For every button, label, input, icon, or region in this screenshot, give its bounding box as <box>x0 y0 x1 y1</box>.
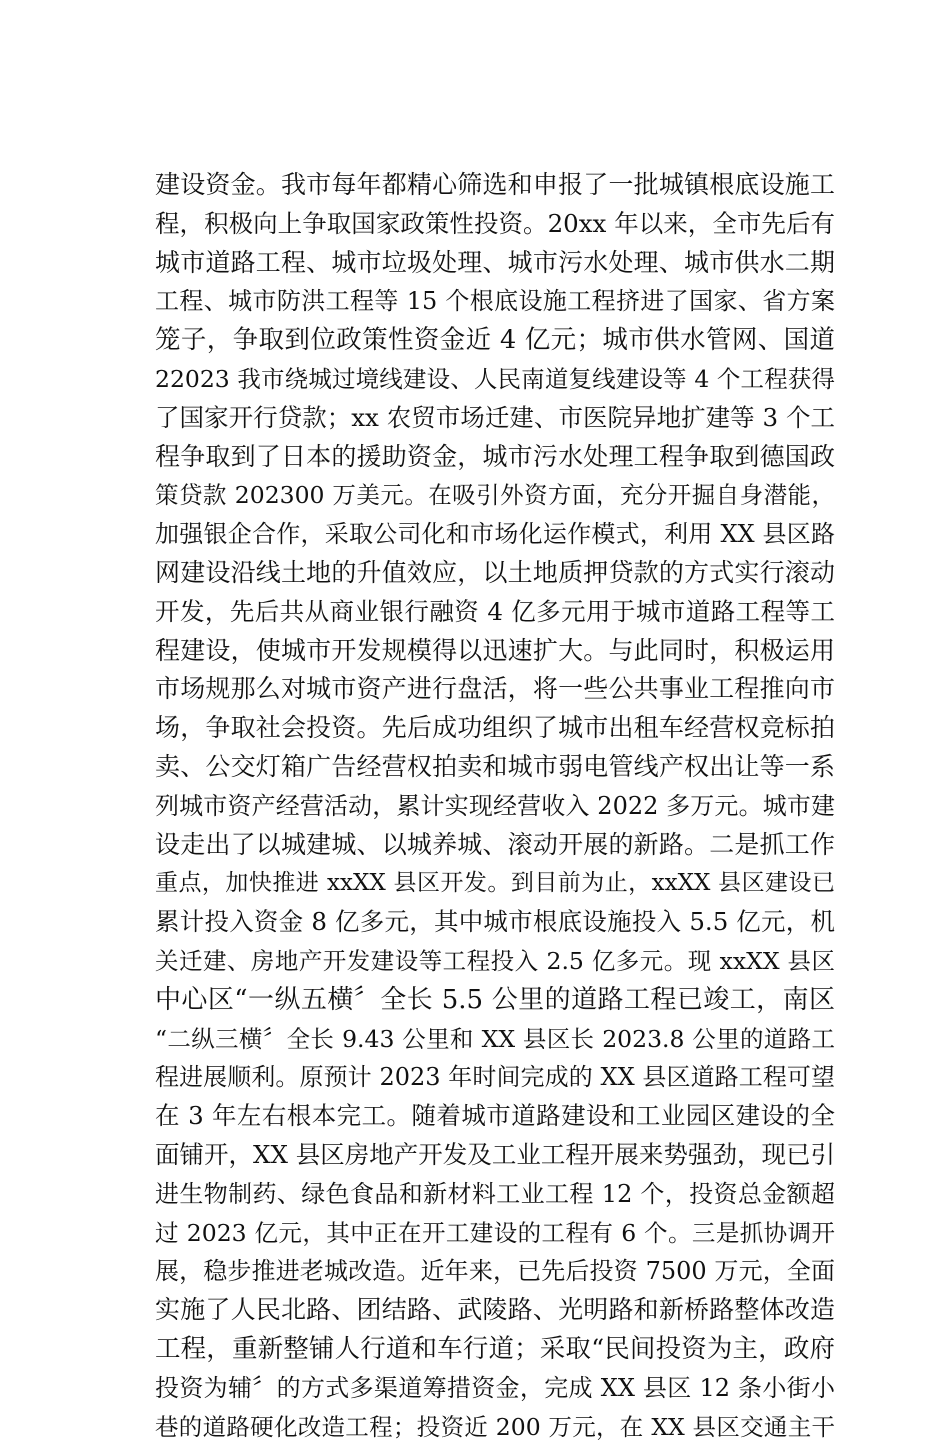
text-line: 累计投入资金 8 亿多元，其中城市根底设施投入 5.5 亿元，机 <box>155 903 835 942</box>
text-line: 重点，加快推进 xxXX 县区开发。到目前为止，xxXX 县区建设已 <box>155 864 835 903</box>
text-line: 面铺开，XX 县区房地产开发及工业工程开展来势强劲，现已引 <box>155 1136 835 1175</box>
text-line: 列城市资产经营活动，累计实现经营收入 2022 多万元。城市建 <box>155 787 835 826</box>
text-line: 场，争取社会投资。先后成功组织了城市出租车经营权竞标拍 <box>155 709 835 748</box>
text-line: 建设资金。我市每年都精心筛选和申报了一批城镇根底设施工 <box>155 166 835 205</box>
text-line: 城市道路工程、城市垃圾处理、城市污水处理、城市供水二期 <box>155 244 835 283</box>
text-line: 笼子，争取到位政策性资金近 4 亿元；城市供水管网、国道 <box>155 321 835 360</box>
text-line: 过 2023 亿元，其中正在开工建设的工程有 6 个。三是抓协调开 <box>155 1214 835 1253</box>
text-line: 程进展顺利。原预计 2023 年时间完成的 XX 县区道路工程可望 <box>155 1058 835 1097</box>
text-line: 投资为辅〞的方式多渠道筹措资金，完成 XX 县区 12 条小街小 <box>155 1369 835 1408</box>
text-line: 程争取到了日本的援助资金，城市污水处理工程争取到德国政 <box>155 438 835 477</box>
text-line: 工程，重新整铺人行道和车行道；采取“民间投资为主，政府 <box>155 1330 835 1369</box>
text-line: 策贷款 202300 万美元。在吸引外资方面，充分开掘自身潜能， <box>155 476 835 515</box>
text-line: 市场规那么对城市资产进行盘活，将一些公共事业工程推向市 <box>155 670 835 709</box>
text-line: “二纵三横〞全长 9.43 公里和 XX 县区长 2023.8 公里的道路工 <box>155 1020 835 1059</box>
text-line: 中心区“一纵五横〞全长 5.5 公里的道路工程已竣工，南区 <box>155 981 835 1020</box>
text-line: 关迁建、房地产开发建设等工程投入 2.5 亿多元。现 xxXX 县区 <box>155 942 835 981</box>
text-line: 加强银企合作，采取公司化和市场化运作模式，利用 XX 县区路 <box>155 515 835 554</box>
text-line: 程建设，使城市开发规模得以迅速扩大。与此同时，积极运用 <box>155 632 835 671</box>
text-line: 了国家开行贷款；xx 农贸市场迁建、市医院异地扩建等 3 个工 <box>155 399 835 438</box>
text-line: 程，积极向上争取国家政策性投资。20xx 年以来，全市先后有 <box>155 205 835 244</box>
text-line: 巷的道路硬化改造工程；投资近 200 万元，在 XX 县区交通主干 <box>155 1408 835 1446</box>
text-line: 22023 我市绕城过境线建设、人民南道复线建设等 4 个工程获得 <box>155 360 835 399</box>
text-line: 设走出了以城建城、以城养城、滚动开展的新路。二是抓工作 <box>155 826 835 865</box>
text-line: 在 3 年左右根本完工。随着城市道路建设和工业园区建设的全 <box>155 1097 835 1136</box>
body-paragraph <box>155 166 835 1446</box>
text-line: 进生物制药、绿色食品和新材料工业工程 12 个，投资总金额超 <box>155 1175 835 1214</box>
text-line: 开发，先后共从商业银行融资 4 亿多元用于城市道路工程等工 <box>155 593 835 632</box>
text-line: 实施了人民北路、团结路、武陵路、光明路和新桥路整体改造 <box>155 1291 835 1330</box>
text-line: 卖、公交灯箱广告经营权拍卖和城市弱电管线产权出让等一系 <box>155 748 835 787</box>
text-line: 工程、城市防洪工程等 15 个根底设施工程挤进了国家、省方案 <box>155 282 835 321</box>
text-line: 网建设沿线土地的升值效应，以土地质押贷款的方式实行滚动 <box>155 554 835 593</box>
text-line: 展，稳步推进老城改造。近年来，已先后投资 7500 万元，全面 <box>155 1252 835 1291</box>
